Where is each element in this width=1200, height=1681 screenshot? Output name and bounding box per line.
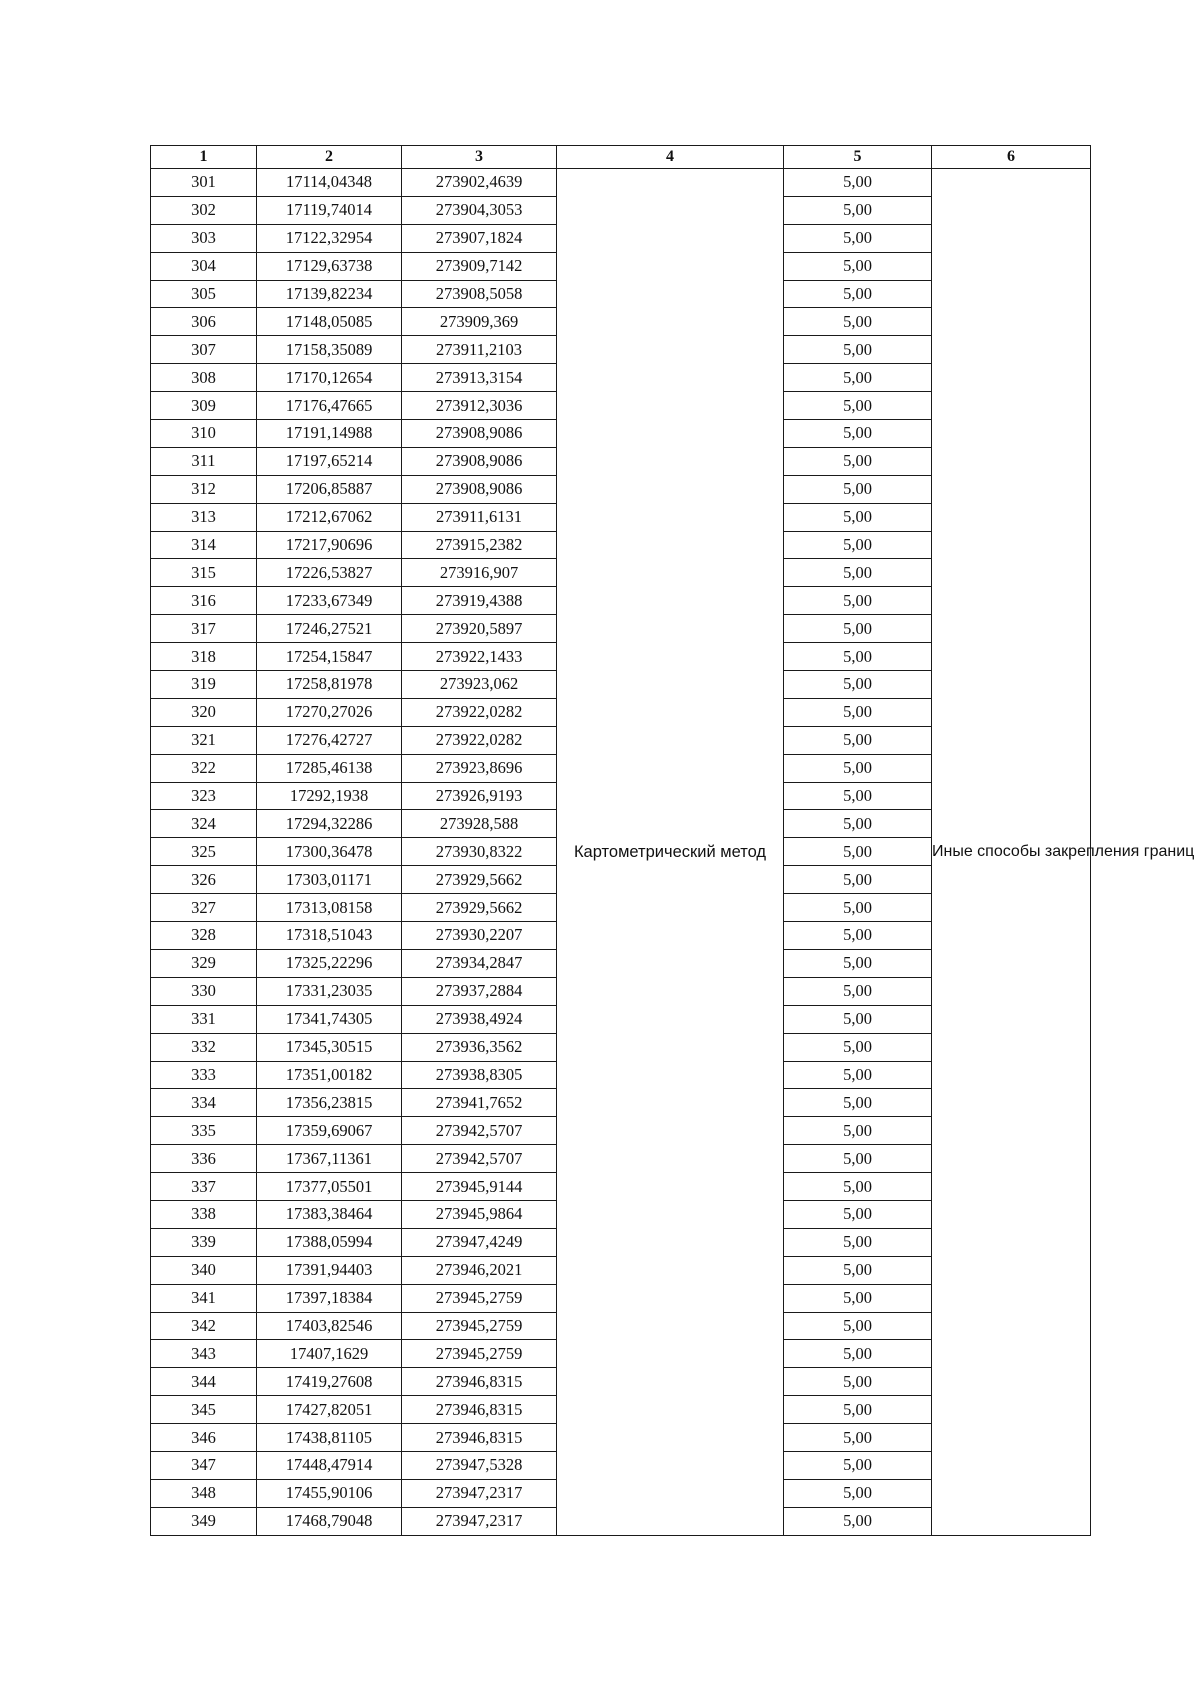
x-coordinate-cell: 17119,74014 (257, 196, 402, 224)
point-number-cell: 314 (151, 531, 257, 559)
accuracy-cell: 5,00 (784, 1284, 932, 1312)
point-number-cell: 345 (151, 1396, 257, 1424)
x-coordinate-cell: 17212,67062 (257, 503, 402, 531)
point-number-cell: 306 (151, 308, 257, 336)
y-coordinate-cell: 273945,9144 (402, 1173, 557, 1201)
point-number-cell: 327 (151, 894, 257, 922)
header-col-2: 2 (257, 146, 402, 169)
y-coordinate-cell: 273926,9193 (402, 782, 557, 810)
y-coordinate-cell: 273945,2759 (402, 1312, 557, 1340)
point-number-cell: 343 (151, 1340, 257, 1368)
x-coordinate-cell: 17388,05994 (257, 1228, 402, 1256)
point-number-cell: 328 (151, 922, 257, 950)
accuracy-cell: 5,00 (784, 643, 932, 671)
accuracy-cell: 5,00 (784, 169, 932, 197)
x-coordinate-cell: 17270,27026 (257, 698, 402, 726)
x-coordinate-cell: 17303,01171 (257, 866, 402, 894)
x-coordinate-cell: 17313,08158 (257, 894, 402, 922)
point-number-cell: 323 (151, 782, 257, 810)
y-coordinate-cell: 273902,4639 (402, 169, 557, 197)
y-coordinate-cell: 273922,0282 (402, 726, 557, 754)
accuracy-cell: 5,00 (784, 1340, 932, 1368)
x-coordinate-cell: 17383,38464 (257, 1200, 402, 1228)
header-col-1: 1 (151, 146, 257, 169)
point-number-cell: 341 (151, 1284, 257, 1312)
y-coordinate-cell: 273930,8322 (402, 838, 557, 866)
accuracy-cell: 5,00 (784, 503, 932, 531)
point-number-cell: 320 (151, 698, 257, 726)
point-number-cell: 319 (151, 671, 257, 699)
point-number-cell: 307 (151, 336, 257, 364)
accuracy-cell: 5,00 (784, 559, 932, 587)
x-coordinate-cell: 17455,90106 (257, 1479, 402, 1507)
y-coordinate-cell: 273945,9864 (402, 1200, 557, 1228)
point-number-cell: 321 (151, 726, 257, 754)
point-number-cell: 329 (151, 949, 257, 977)
accuracy-cell: 5,00 (784, 838, 932, 866)
x-coordinate-cell: 17254,15847 (257, 643, 402, 671)
accuracy-cell: 5,00 (784, 196, 932, 224)
point-number-cell: 330 (151, 977, 257, 1005)
point-number-cell: 335 (151, 1117, 257, 1145)
accuracy-cell: 5,00 (784, 671, 932, 699)
point-number-cell: 337 (151, 1173, 257, 1201)
point-number-cell: 332 (151, 1033, 257, 1061)
accuracy-cell: 5,00 (784, 1200, 932, 1228)
accuracy-cell: 5,00 (784, 1424, 932, 1452)
method-cell: Картометрический метод (557, 169, 784, 1536)
accuracy-cell: 5,00 (784, 1173, 932, 1201)
y-coordinate-cell: 273904,3053 (402, 196, 557, 224)
y-coordinate-cell: 273913,3154 (402, 364, 557, 392)
x-coordinate-cell: 17391,94403 (257, 1256, 402, 1284)
x-coordinate-cell: 17285,46138 (257, 754, 402, 782)
x-coordinate-cell: 17139,82234 (257, 280, 402, 308)
y-coordinate-cell: 273929,5662 (402, 866, 557, 894)
accuracy-cell: 5,00 (784, 754, 932, 782)
x-coordinate-cell: 17122,32954 (257, 224, 402, 252)
point-number-cell: 334 (151, 1089, 257, 1117)
y-coordinate-cell: 273945,2759 (402, 1284, 557, 1312)
y-coordinate-cell: 273946,8315 (402, 1396, 557, 1424)
point-number-cell: 317 (151, 615, 257, 643)
y-coordinate-cell: 273909,7142 (402, 252, 557, 280)
accuracy-cell: 5,00 (784, 1228, 932, 1256)
accuracy-cell: 5,00 (784, 1145, 932, 1173)
accuracy-cell: 5,00 (784, 392, 932, 420)
point-number-cell: 303 (151, 224, 257, 252)
accuracy-cell: 5,00 (784, 447, 932, 475)
point-number-cell: 349 (151, 1507, 257, 1535)
point-number-cell: 315 (151, 559, 257, 587)
y-coordinate-cell: 273934,2847 (402, 949, 557, 977)
point-number-cell: 305 (151, 280, 257, 308)
point-number-cell: 325 (151, 838, 257, 866)
accuracy-cell: 5,00 (784, 1479, 932, 1507)
accuracy-cell: 5,00 (784, 1117, 932, 1145)
point-number-cell: 316 (151, 587, 257, 615)
x-coordinate-cell: 17331,23035 (257, 977, 402, 1005)
y-coordinate-cell: 273929,5662 (402, 894, 557, 922)
x-coordinate-cell: 17359,69067 (257, 1117, 402, 1145)
accuracy-cell: 5,00 (784, 280, 932, 308)
point-number-cell: 338 (151, 1200, 257, 1228)
point-number-cell: 309 (151, 392, 257, 420)
x-coordinate-cell: 17407,1629 (257, 1340, 402, 1368)
x-coordinate-cell: 17170,12654 (257, 364, 402, 392)
x-coordinate-cell: 17300,36478 (257, 838, 402, 866)
point-number-cell: 312 (151, 475, 257, 503)
point-number-cell: 346 (151, 1424, 257, 1452)
y-coordinate-cell: 273908,9086 (402, 475, 557, 503)
y-coordinate-cell: 273938,8305 (402, 1061, 557, 1089)
x-coordinate-cell: 17176,47665 (257, 392, 402, 420)
accuracy-cell: 5,00 (784, 977, 932, 1005)
y-coordinate-cell: 273907,1824 (402, 224, 557, 252)
point-number-cell: 310 (151, 420, 257, 448)
point-number-cell: 322 (151, 754, 257, 782)
x-coordinate-cell: 17233,67349 (257, 587, 402, 615)
x-coordinate-cell: 17397,18384 (257, 1284, 402, 1312)
y-coordinate-cell: 273912,3036 (402, 392, 557, 420)
x-coordinate-cell: 17114,04348 (257, 169, 402, 197)
x-coordinate-cell: 17345,30515 (257, 1033, 402, 1061)
y-coordinate-cell: 273947,2317 (402, 1507, 557, 1535)
y-coordinate-cell: 273922,1433 (402, 643, 557, 671)
point-number-cell: 313 (151, 503, 257, 531)
y-coordinate-cell: 273946,2021 (402, 1256, 557, 1284)
point-number-cell: 339 (151, 1228, 257, 1256)
y-coordinate-cell: 273908,9086 (402, 447, 557, 475)
x-coordinate-cell: 17367,11361 (257, 1145, 402, 1173)
x-coordinate-cell: 17377,05501 (257, 1173, 402, 1201)
table-body (151, 169, 1195, 1536)
y-coordinate-cell: 273909,369 (402, 308, 557, 336)
accuracy-cell: 5,00 (784, 420, 932, 448)
y-coordinate-cell: 273919,4388 (402, 587, 557, 615)
accuracy-cell: 5,00 (784, 1396, 932, 1424)
coordinates-table (150, 145, 1195, 1536)
y-coordinate-cell: 273908,9086 (402, 420, 557, 448)
x-coordinate-cell: 17258,81978 (257, 671, 402, 699)
y-coordinate-cell: 273947,4249 (402, 1228, 557, 1256)
accuracy-cell: 5,00 (784, 1256, 932, 1284)
x-coordinate-cell: 17276,42727 (257, 726, 402, 754)
point-number-cell: 302 (151, 196, 257, 224)
header-col-5: 5 (784, 146, 932, 169)
accuracy-cell: 5,00 (784, 252, 932, 280)
y-coordinate-cell: 273947,2317 (402, 1479, 557, 1507)
point-number-cell: 333 (151, 1061, 257, 1089)
fixing-method-cell: Иные способы закрепления границ (932, 169, 1091, 1536)
x-coordinate-cell: 17226,53827 (257, 559, 402, 587)
y-coordinate-cell: 273916,907 (402, 559, 557, 587)
point-number-cell: 347 (151, 1451, 257, 1479)
y-coordinate-cell: 273911,2103 (402, 336, 557, 364)
accuracy-cell: 5,00 (784, 782, 932, 810)
accuracy-cell: 5,00 (784, 894, 932, 922)
x-coordinate-cell: 17356,23815 (257, 1089, 402, 1117)
x-coordinate-cell: 17191,14988 (257, 420, 402, 448)
x-coordinate-cell: 17129,63738 (257, 252, 402, 280)
y-coordinate-cell: 273946,8315 (402, 1424, 557, 1452)
accuracy-cell: 5,00 (784, 810, 932, 838)
x-coordinate-cell: 17341,74305 (257, 1005, 402, 1033)
point-number-cell: 326 (151, 866, 257, 894)
point-number-cell: 340 (151, 1256, 257, 1284)
accuracy-cell: 5,00 (784, 698, 932, 726)
y-coordinate-cell: 273942,5707 (402, 1117, 557, 1145)
point-number-cell: 336 (151, 1145, 257, 1173)
accuracy-cell: 5,00 (784, 587, 932, 615)
x-coordinate-cell: 17351,00182 (257, 1061, 402, 1089)
header-col-4: 4 (557, 146, 784, 169)
header-col-3: 3 (402, 146, 557, 169)
accuracy-cell: 5,00 (784, 308, 932, 336)
x-coordinate-cell: 17292,1938 (257, 782, 402, 810)
table-row (151, 169, 1091, 197)
accuracy-cell: 5,00 (784, 1368, 932, 1396)
accuracy-cell: 5,00 (784, 1005, 932, 1033)
accuracy-cell: 5,00 (784, 1507, 932, 1535)
table-header-row (151, 146, 1091, 169)
y-coordinate-cell: 273923,8696 (402, 754, 557, 782)
point-number-cell: 344 (151, 1368, 257, 1396)
x-coordinate-cell: 17246,27521 (257, 615, 402, 643)
x-coordinate-cell: 17158,35089 (257, 336, 402, 364)
accuracy-cell: 5,00 (784, 1451, 932, 1479)
accuracy-cell: 5,00 (784, 949, 932, 977)
accuracy-cell: 5,00 (784, 1312, 932, 1340)
y-coordinate-cell: 273920,5897 (402, 615, 557, 643)
y-coordinate-cell: 273922,0282 (402, 698, 557, 726)
y-coordinate-cell: 273930,2207 (402, 922, 557, 950)
accuracy-cell: 5,00 (784, 364, 932, 392)
x-coordinate-cell: 17197,65214 (257, 447, 402, 475)
y-coordinate-cell: 273942,5707 (402, 1145, 557, 1173)
y-coordinate-cell: 273941,7652 (402, 1089, 557, 1117)
y-coordinate-cell: 273937,2884 (402, 977, 557, 1005)
point-number-cell: 301 (151, 169, 257, 197)
point-number-cell: 324 (151, 810, 257, 838)
accuracy-cell: 5,00 (784, 726, 932, 754)
y-coordinate-cell: 273946,8315 (402, 1368, 557, 1396)
accuracy-cell: 5,00 (784, 1089, 932, 1117)
y-coordinate-cell: 273938,4924 (402, 1005, 557, 1033)
accuracy-cell: 5,00 (784, 615, 932, 643)
x-coordinate-cell: 17318,51043 (257, 922, 402, 950)
x-coordinate-cell: 17427,82051 (257, 1396, 402, 1424)
point-number-cell: 342 (151, 1312, 257, 1340)
accuracy-cell: 5,00 (784, 336, 932, 364)
point-number-cell: 348 (151, 1479, 257, 1507)
accuracy-cell: 5,00 (784, 224, 932, 252)
point-number-cell: 318 (151, 643, 257, 671)
y-coordinate-cell: 273915,2382 (402, 531, 557, 559)
x-coordinate-cell: 17438,81105 (257, 1424, 402, 1452)
x-coordinate-cell: 17448,47914 (257, 1451, 402, 1479)
x-coordinate-cell: 17217,90696 (257, 531, 402, 559)
x-coordinate-cell: 17419,27608 (257, 1368, 402, 1396)
x-coordinate-cell: 17294,32286 (257, 810, 402, 838)
y-coordinate-cell: 273911,6131 (402, 503, 557, 531)
x-coordinate-cell: 17148,05085 (257, 308, 402, 336)
accuracy-cell: 5,00 (784, 531, 932, 559)
y-coordinate-cell: 273923,062 (402, 671, 557, 699)
header-col-6: 6 (932, 146, 1091, 169)
x-coordinate-cell: 17403,82546 (257, 1312, 402, 1340)
y-coordinate-cell: 273945,2759 (402, 1340, 557, 1368)
point-number-cell: 311 (151, 447, 257, 475)
point-number-cell: 304 (151, 252, 257, 280)
accuracy-cell: 5,00 (784, 922, 932, 950)
x-coordinate-cell: 17468,79048 (257, 1507, 402, 1535)
y-coordinate-cell: 273947,5328 (402, 1451, 557, 1479)
point-number-cell: 308 (151, 364, 257, 392)
accuracy-cell: 5,00 (784, 475, 932, 503)
accuracy-cell: 5,00 (784, 866, 932, 894)
accuracy-cell: 5,00 (784, 1033, 932, 1061)
point-number-cell: 331 (151, 1005, 257, 1033)
x-coordinate-cell: 17206,85887 (257, 475, 402, 503)
y-coordinate-cell: 273928,588 (402, 810, 557, 838)
y-coordinate-cell: 273936,3562 (402, 1033, 557, 1061)
x-coordinate-cell: 17325,22296 (257, 949, 402, 977)
y-coordinate-cell: 273908,5058 (402, 280, 557, 308)
accuracy-cell: 5,00 (784, 1061, 932, 1089)
